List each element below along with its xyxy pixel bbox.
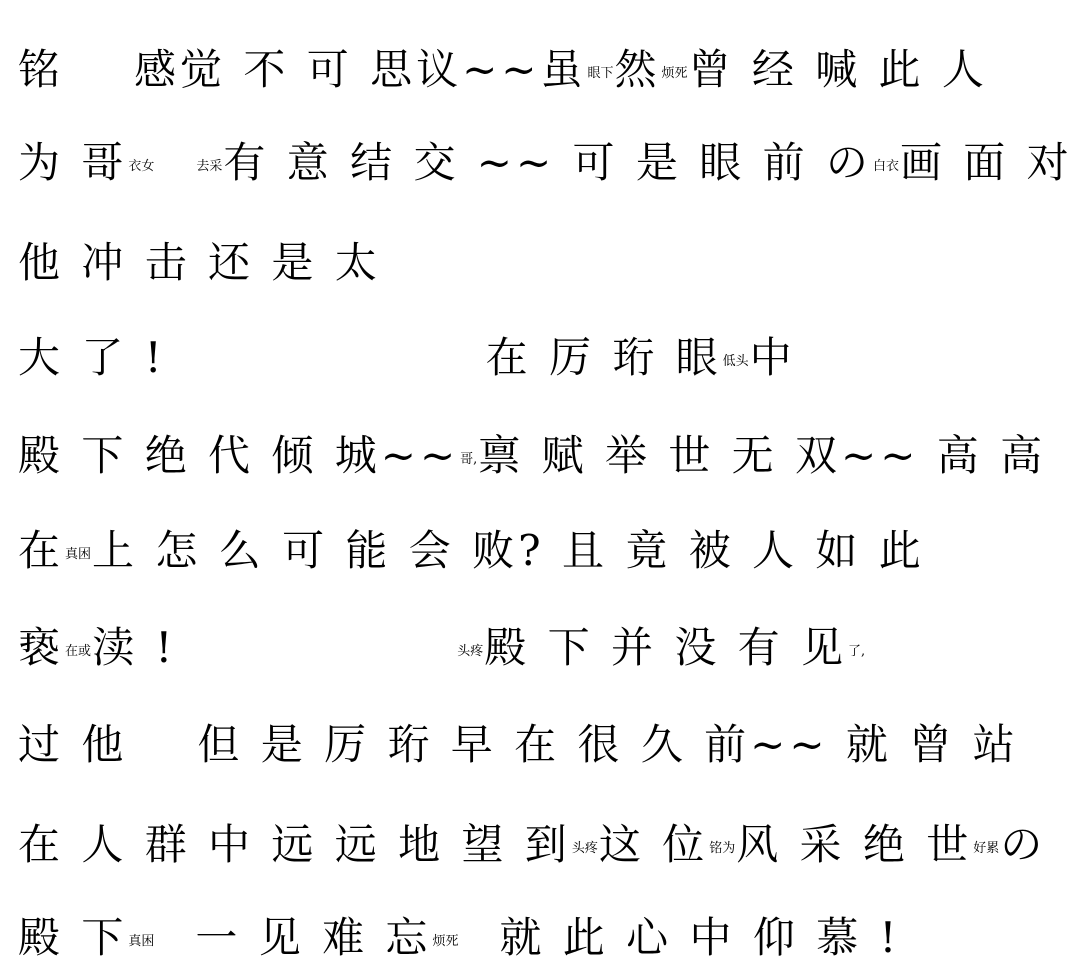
main-text: 感觉 不 可 思议~~虽	[134, 45, 587, 94]
main-text: 一 见 难 忘	[195, 913, 432, 962]
main-text: 亵	[18, 623, 65, 672]
main-text: 在	[18, 526, 65, 575]
main-text: 上 怎 么 可 能 会 败? 且 竟 被 人 如 此	[92, 526, 925, 575]
main-text: 大 了 !	[18, 333, 166, 382]
main-text: 渎 !	[92, 623, 177, 672]
main-text: 禀 赋 举 世 无 双~~ 高 高	[478, 431, 1047, 480]
text-line-6	[18, 521, 930, 581]
main-text: 风 采 绝 世	[736, 820, 973, 869]
text-line-5	[18, 426, 1047, 486]
danmaku-comment: 在或	[65, 643, 92, 659]
main-text: 在 人 群 中 远 远 地 望 到	[18, 820, 571, 869]
danmaku-comment: 真困	[65, 546, 92, 562]
danmaku-comment: 哥,	[460, 451, 478, 467]
main-text: 在 厉 珩 眼	[485, 333, 722, 382]
danmaku-comment: 去采	[196, 158, 223, 174]
danmaku-comment: 头疼	[457, 643, 484, 659]
text-line-8	[18, 715, 1019, 775]
main-text: 这 位	[598, 820, 709, 869]
danmaku-comment: 了,	[848, 643, 866, 659]
text-line-4	[18, 328, 930, 388]
danmaku-comment: 真困	[128, 933, 155, 949]
main-text: 铭	[18, 45, 65, 94]
text-line-3	[18, 233, 930, 293]
main-text: 但 是 厉 珩 早 在 很 久 前~~ 就 曾 站	[197, 720, 1019, 769]
main-text: 殿 下	[18, 913, 128, 962]
danmaku-comment: 低头	[722, 353, 749, 369]
main-text: 有 意 结 交 ~~ 可 是 眼 前 の	[223, 138, 872, 187]
main-text: 为 哥	[18, 138, 128, 187]
main-text: 过 他	[18, 720, 128, 769]
text-line-2	[18, 133, 1073, 193]
main-text: 中	[749, 333, 796, 382]
main-text: 他 冲 击 还 是 太	[18, 238, 381, 287]
danmaku-comment: 白衣	[872, 158, 899, 174]
text-line-9	[18, 815, 1047, 875]
text-line-7	[18, 618, 930, 678]
main-text: 就 此 心 中 仰 慕 !	[499, 913, 901, 962]
main-text: 曾 经 喊 此 人	[688, 45, 988, 94]
danmaku-comment: 好累	[973, 840, 1000, 856]
text-line-10	[18, 908, 930, 968]
main-text: の	[1000, 820, 1047, 869]
danmaku-comment: 衣女	[128, 158, 155, 174]
danmaku-comment: 头疼	[571, 840, 598, 856]
main-text: 然	[614, 45, 661, 94]
danmaku-comment: 烦死	[432, 933, 459, 949]
danmaku-comment: 铭为	[709, 840, 736, 856]
danmaku-comment: 烦死	[661, 65, 688, 81]
main-text: 殿 下 并 没 有 见	[484, 623, 848, 672]
danmaku-comment: 眼下	[587, 65, 614, 81]
text-line-1	[18, 40, 988, 100]
main-text: 画 面 对	[899, 138, 1073, 187]
main-text: 殿 下 绝 代 倾 城~~	[18, 431, 460, 480]
